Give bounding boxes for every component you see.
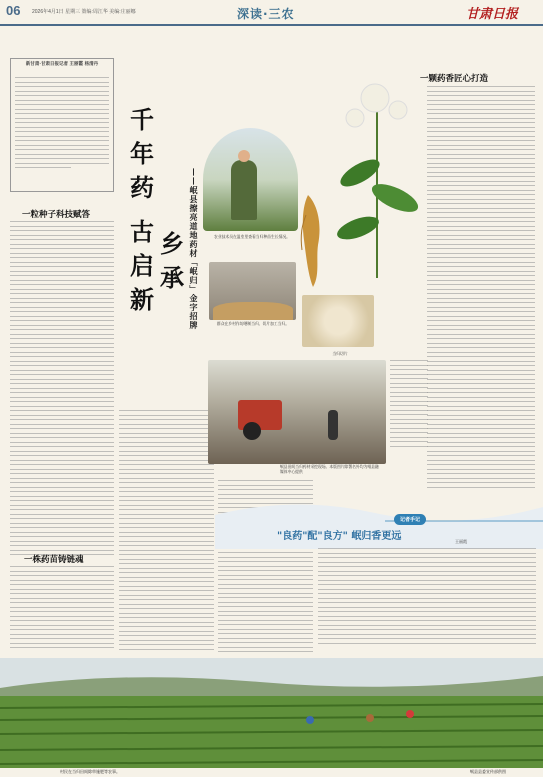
- headline-char: 药: [130, 173, 154, 202]
- headline-char: 承: [160, 263, 184, 292]
- angelica-plant-image: [330, 78, 425, 278]
- caption-field-credit: 岷县县委宣传部供图: [470, 769, 506, 774]
- body-column-left: [10, 221, 114, 551]
- photo-field: [0, 658, 543, 768]
- intro-box: [10, 58, 114, 192]
- caption-field: 村民在当归田间除草施肥等农事。: [60, 769, 120, 774]
- headline-char: 新: [130, 285, 154, 314]
- headline-char: 启: [130, 251, 154, 280]
- caption-greenhouse: 农业技术员在温室里查看当归种苗生长情况。: [214, 234, 290, 239]
- page-number: 06: [6, 3, 21, 18]
- date-line: 2026年4月1日 星期三 策编:周江华 美编:庄丽娜: [32, 9, 136, 15]
- commentary-tag: 记者手记: [394, 514, 426, 525]
- headline-char: 古: [130, 217, 154, 246]
- headline-char: 年: [130, 139, 154, 168]
- caption-workers: 群众在乡村作坊晒制当归、切片加工当归。: [216, 321, 290, 326]
- body-column-left-2: [10, 566, 114, 656]
- subhead-left-2: 一株药苗铸链魂: [24, 555, 84, 565]
- commentary-author: 王丽霞: [455, 539, 467, 544]
- caption-tractor: 岷县田间当归药材采挖现场。本版图片除署名外均为岷县融媒体中心提供: [280, 464, 379, 474]
- body-column-right: [427, 86, 535, 486]
- angelica-root-image: [298, 195, 328, 287]
- photo-greenhouse: [203, 128, 298, 231]
- photo-slices: [302, 295, 374, 347]
- intro-byline: 新甘肃·甘肃日报记者 王丽霞 杨清丹: [25, 62, 99, 67]
- photo-workers: [209, 262, 296, 320]
- body-column-mid-1: [119, 410, 214, 655]
- subhead-right-1: 一颗药香匠心打造: [420, 74, 489, 84]
- subhead-left-1: 一粒种子科技赋答: [22, 210, 91, 220]
- headline-char: 乡: [160, 229, 184, 258]
- caption-slices: 当归切片: [332, 351, 348, 356]
- headline-char: 千: [130, 105, 154, 134]
- commentary-body: [318, 548, 536, 653]
- photo-tractor: [208, 360, 386, 464]
- section-title: 深读·三农: [237, 7, 295, 21]
- newspaper-logo: 甘肃日报: [466, 7, 519, 22]
- commentary-title: "良药"配"良方" 岷归香更远: [277, 531, 402, 542]
- headline-subtitle: ——岷县擦亮道地药材「岷归」金字招牌: [189, 168, 199, 330]
- body-column-right-narrow: [390, 360, 428, 480]
